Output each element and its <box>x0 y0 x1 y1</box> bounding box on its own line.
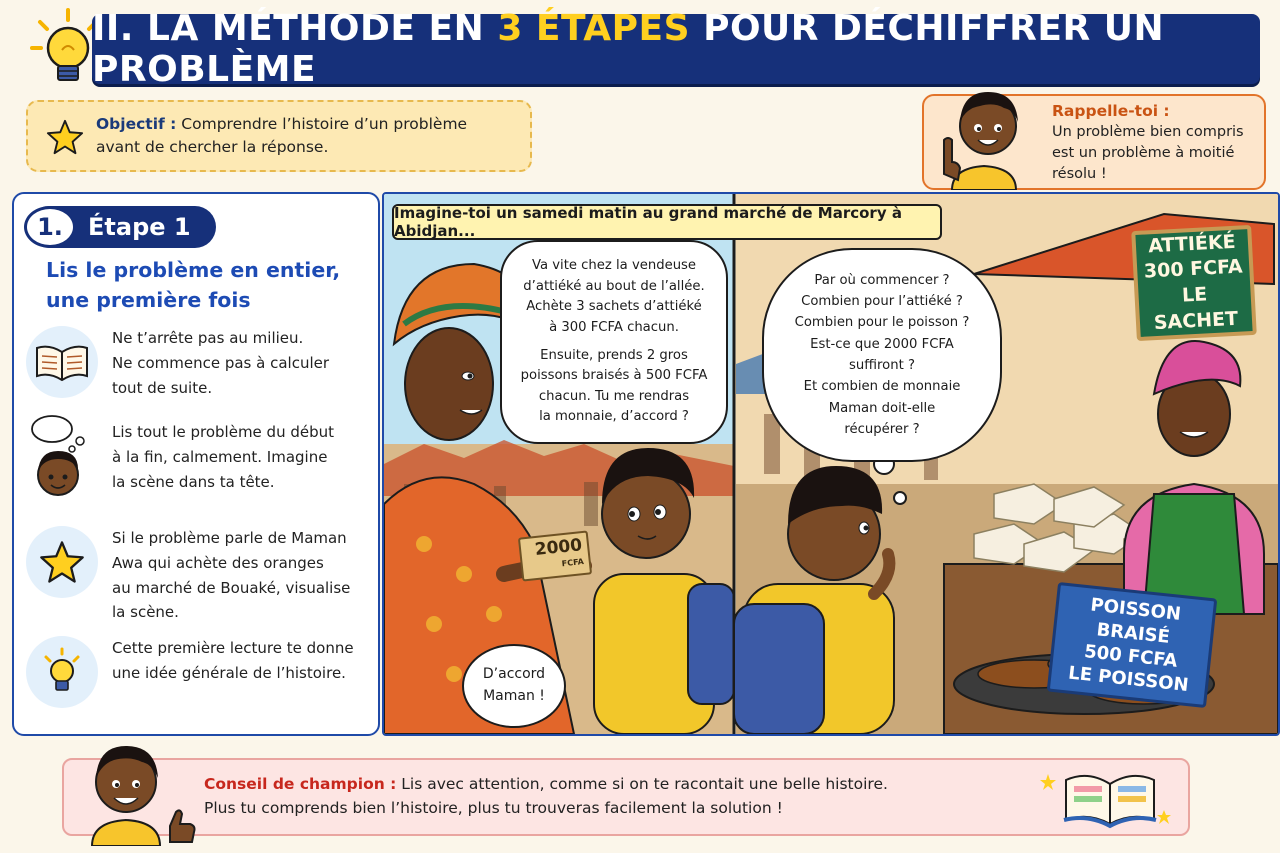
thought-line: récupérer ? <box>844 422 920 438</box>
tip-item <box>26 326 372 400</box>
tip-item <box>26 636 372 708</box>
comic-caption: Imagine-toi un samedi matin au grand marché de Marcory à Abidjan... <box>392 204 942 240</box>
objective-box <box>26 100 532 172</box>
boy-pointing-icon <box>934 82 1034 190</box>
sign-line: POISSON BRAISÉ <box>1089 594 1182 648</box>
lightbulb-icon <box>26 636 98 708</box>
thought-line: Combien pour l’attiéké ? <box>801 293 963 309</box>
step-number: 1. <box>24 206 76 248</box>
mother-bubble-line: Va vite chez la vendeuse <box>531 258 697 274</box>
tip2-line1: Lis tout le problème du début <box>112 423 335 441</box>
tip4-line2: une idée générale de l’histoire. <box>112 663 346 682</box>
champion-label: Conseil de champion : <box>204 775 397 793</box>
step-heading-line1: Lis le problème en entier, <box>46 258 341 282</box>
banknote <box>518 530 592 581</box>
boy-bubble-line: Maman ! <box>483 688 545 704</box>
thinking-boy-icon <box>26 420 98 492</box>
tip3-line1: Si le problème parle de Maman <box>112 529 347 547</box>
open-book-icon <box>1040 760 1180 832</box>
title-part2: POUR DÉCHIFFRER UN PROBLÈME <box>92 8 1165 90</box>
sign-line: ATTIÉKÉ <box>1147 230 1237 258</box>
champion-tip-box <box>62 758 1190 836</box>
thought-line: Par où commencer ? <box>814 272 950 288</box>
mother-bubble-line: Ensuite, prends 2 gros <box>540 348 688 363</box>
tip2-line3: la scène dans ta tête. <box>112 472 275 491</box>
thought-bubble <box>762 248 1002 462</box>
thought-line: Et combien de monnaie <box>803 379 961 395</box>
mother-bubble-line: poissons braisés à 500 FCFA <box>520 368 708 384</box>
tip4-line1: Cette première lecture te donne <box>112 639 354 657</box>
tip-item <box>26 420 372 494</box>
sign-line: LE POISSON <box>1067 662 1190 697</box>
tip-item <box>26 526 372 625</box>
sign-line: 500 FCFA <box>1083 641 1179 672</box>
mother-speech-bubble <box>500 240 728 444</box>
sign-line: LE SACHET <box>1153 283 1239 334</box>
page-title <box>92 8 1260 90</box>
mother-bubble-line: Achète 3 sachets d’attiéké <box>526 299 702 315</box>
objective-text-line1: Comprendre l’histoire d’un problème <box>181 114 468 133</box>
thought-line: Est-ce que 2000 FCFA <box>810 336 954 352</box>
step-heading-line2: une première fois <box>46 287 251 312</box>
fish-price-sign <box>1047 582 1218 708</box>
boy-speech-bubble <box>462 644 566 728</box>
title-part1: II. LA MÉTHODE EN <box>92 8 485 49</box>
mother-bubble-line: la monnaie, d’accord ? <box>539 409 689 425</box>
title-bar <box>92 8 1260 90</box>
boy-bubble-line: D’accord <box>482 666 546 683</box>
champion-line1: Lis avec attention, comme si on te racontait une belle histoire. <box>401 775 888 793</box>
objective-label: Objectif : <box>96 114 177 133</box>
star-icon <box>46 118 84 156</box>
mother-bubble-line: d’attiéké au bout de l’allée. <box>523 278 705 294</box>
tip1-line2: Ne commence pas à calculer <box>112 353 330 372</box>
reminder-line1: Un problème bien compris <box>1052 124 1244 140</box>
title-accent: 3 ÉTAPES <box>497 8 691 49</box>
banknote-currency: FCFA <box>561 557 585 569</box>
champion-line2: Plus tu comprends bien l’histoire, plus tu trouveras facilement la solution ! <box>204 799 783 818</box>
boy-thumbs-up-icon <box>78 738 200 846</box>
objective-text-line2: avant de chercher la réponse. <box>96 138 329 156</box>
banknote-amount: 2000 <box>533 535 584 561</box>
sign-line: 300 FCFA <box>1143 255 1244 283</box>
thought-line: Maman doit-elle <box>828 400 936 416</box>
tip3-line2: Awa qui achète des oranges <box>112 553 324 572</box>
attieke-price-sign <box>1131 225 1257 341</box>
step-heading <box>46 256 366 315</box>
tip1-line3: tout de suite. <box>112 378 213 397</box>
mother-bubble-line: à 300 FCFA chacun. <box>549 319 679 335</box>
thought-line: suffiront ? <box>849 358 915 373</box>
reminder-line3: résolu ! <box>1052 166 1107 183</box>
open-book-icon <box>26 326 98 398</box>
step-label: Étape 1 <box>88 213 191 241</box>
reminder-line2: est un problème à moitié <box>1052 145 1235 162</box>
tip1-line1: Ne t’arrête pas au milieu. <box>112 329 304 347</box>
step-badge <box>28 206 216 248</box>
thought-line: Combien pour le poisson ? <box>794 315 970 331</box>
tip2-line2: à la fin, calmement. Imagine <box>112 447 328 466</box>
tip3-line3: au marché de Bouaké, visualise <box>112 578 351 597</box>
star-icon <box>26 526 98 598</box>
reminder-label: Rappelle-toi : <box>1052 102 1170 120</box>
mother-bubble-line: chacun. Tu me rendras <box>538 388 690 404</box>
tip3-line4: la scène. <box>112 603 179 622</box>
